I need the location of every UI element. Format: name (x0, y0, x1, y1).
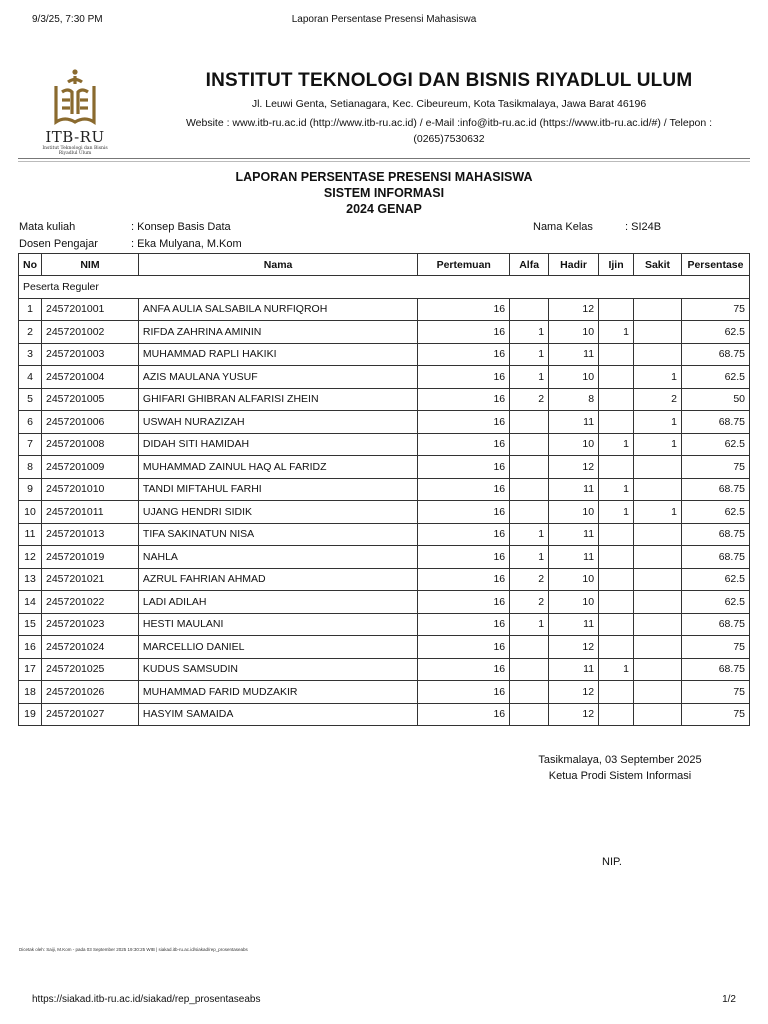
cell-sakit (634, 546, 682, 569)
lecturer-label: Dosen Pengajar (19, 238, 98, 250)
cell-sakit (634, 321, 682, 344)
cell-nim: 2457201006 (42, 411, 139, 434)
cell-nama: MUHAMMAD RAPLI HAKIKI (138, 343, 417, 366)
cell-ijin (599, 546, 634, 569)
cell-no: 8 (19, 456, 42, 479)
report-title-3: 2024 GENAP (346, 202, 422, 216)
cell-no: 12 (19, 546, 42, 569)
cell-nama: AZRUL FAHRIAN AHMAD (138, 568, 417, 591)
cell-hadir: 12 (549, 636, 599, 659)
cell-ijin: 1 (599, 501, 634, 524)
cell-no: 6 (19, 411, 42, 434)
cell-hadir: 8 (549, 388, 599, 411)
cell-alfa (510, 681, 549, 704)
cell-pertemuan: 16 (418, 703, 510, 726)
class-label: Nama Kelas (533, 221, 593, 233)
cell-nim: 2457201019 (42, 546, 139, 569)
cell-hadir: 11 (549, 343, 599, 366)
cell-persentase: 50 (681, 388, 749, 411)
cell-persentase: 68.75 (681, 613, 749, 636)
cell-ijin (599, 456, 634, 479)
cell-nama: UJANG HENDRI SIDIK (138, 501, 417, 524)
cell-nama: USWAH NURAZIZAH (138, 411, 417, 434)
cell-ijin: 1 (599, 478, 634, 501)
cell-hadir: 12 (549, 681, 599, 704)
print-datetime: 9/3/25, 7:30 PM (32, 14, 103, 25)
section-row (19, 276, 750, 299)
cell-no: 17 (19, 658, 42, 681)
contact-line-2: (0265)7530632 (413, 133, 485, 145)
cell-ijin (599, 366, 634, 389)
cell-no: 7 (19, 433, 42, 456)
report-title-1: LAPORAN PERSENTASE PRESENSI MAHASISWA (235, 170, 533, 184)
cell-no: 15 (19, 613, 42, 636)
section-label: Peserta Reguler (19, 276, 750, 299)
cell-ijin (599, 298, 634, 321)
cell-nama: TANDI MIFTAHUL FARHI (138, 478, 417, 501)
cell-no: 1 (19, 298, 42, 321)
institution-name: INSTITUT TEKNOLOGI DAN BISNIS RIYADLUL ULUM (205, 70, 693, 91)
cell-hadir: 10 (549, 321, 599, 344)
cell-no: 14 (19, 591, 42, 614)
cell-persentase: 62.5 (681, 366, 749, 389)
cell-persentase: 68.75 (681, 658, 749, 681)
cell-pertemuan: 16 (418, 613, 510, 636)
contact-line-1: Website : www.itb-ru.ac.id (http://www.itb-ru.ac.id) / e-Mail :info@itb-ru.ac.id (https://www.itb-ru.ac.id/#) / Telepon : (185, 117, 713, 129)
cell-ijin (599, 703, 634, 726)
cell-ijin (599, 568, 634, 591)
header-no: No (19, 254, 42, 276)
cell-alfa (510, 658, 549, 681)
cell-ijin (599, 411, 634, 434)
header-divider-thin (18, 161, 750, 162)
print-header (32, 14, 736, 28)
cell-alfa: 1 (510, 613, 549, 636)
cell-persentase: 75 (681, 681, 749, 704)
cell-nama: MUHAMMAD FARID MUDZAKIR (138, 681, 417, 704)
table-row (19, 433, 750, 456)
cell-no: 4 (19, 366, 42, 389)
table-row (19, 568, 750, 591)
cell-persentase: 62.5 (681, 433, 749, 456)
cell-sakit: 1 (634, 433, 682, 456)
cell-nim: 2457201026 (42, 681, 139, 704)
table-row (19, 411, 750, 434)
table-header-row (19, 254, 750, 276)
cell-hadir: 11 (549, 546, 599, 569)
header-sakit: Sakit (634, 254, 682, 276)
cell-sakit: 1 (634, 411, 682, 434)
cell-no: 13 (19, 568, 42, 591)
signature-nip: NIP. (602, 856, 622, 868)
logo-text: ITB-RU (45, 128, 105, 146)
cell-alfa (510, 501, 549, 524)
cell-persentase: 62.5 (681, 568, 749, 591)
cell-ijin (599, 388, 634, 411)
cell-nim: 2457201002 (42, 321, 139, 344)
cell-sakit (634, 636, 682, 659)
cell-alfa: 1 (510, 546, 549, 569)
table-row (19, 523, 750, 546)
cell-pertemuan: 16 (418, 321, 510, 344)
cell-persentase: 62.5 (681, 591, 749, 614)
cell-nim: 2457201022 (42, 591, 139, 614)
header-ijin: Ijin (599, 254, 634, 276)
cell-pertemuan: 16 (418, 343, 510, 366)
cell-alfa (510, 298, 549, 321)
cell-no: 10 (19, 501, 42, 524)
cell-sakit (634, 523, 682, 546)
table-row (19, 388, 750, 411)
cell-nama: MARCELLIO DANIEL (138, 636, 417, 659)
cell-pertemuan: 16 (418, 366, 510, 389)
cell-ijin (599, 613, 634, 636)
cell-pertemuan: 16 (418, 546, 510, 569)
cell-hadir: 10 (549, 591, 599, 614)
cell-sakit (634, 478, 682, 501)
table-row (19, 321, 750, 344)
cell-nama: ANFA AULIA SALSABILA NURFIQROH (138, 298, 417, 321)
table-row (19, 501, 750, 524)
cell-nama: DIDAH SITI HAMIDAH (138, 433, 417, 456)
cell-pertemuan: 16 (418, 523, 510, 546)
cell-pertemuan: 16 (418, 658, 510, 681)
cell-persentase: 68.75 (681, 523, 749, 546)
cell-pertemuan: 16 (418, 501, 510, 524)
cell-persentase: 62.5 (681, 501, 749, 524)
signature-position: Ketua Prodi Sistem Informasi (548, 770, 692, 782)
cell-pertemuan: 16 (418, 568, 510, 591)
cell-sakit: 1 (634, 501, 682, 524)
signature-block (520, 752, 720, 784)
institution-contact (150, 115, 748, 147)
cell-nim: 2457201023 (42, 613, 139, 636)
institution-address: Jl. Leuwi Genta, Setianagara, Kec. Cibeureum, Kota Tasikmalaya, Jawa Barat 46196 (251, 98, 647, 110)
cell-hadir: 12 (549, 298, 599, 321)
cell-nim: 2457201027 (42, 703, 139, 726)
cell-hadir: 10 (549, 366, 599, 389)
cell-pertemuan: 16 (418, 636, 510, 659)
signature-place-date: Tasikmalaya, 03 September 2025 (538, 754, 702, 766)
cell-sakit (634, 658, 682, 681)
cell-pertemuan: 16 (418, 411, 510, 434)
cell-sakit (634, 591, 682, 614)
cell-ijin (599, 681, 634, 704)
header-alfa: Alfa (510, 254, 549, 276)
cell-pertemuan: 16 (418, 456, 510, 479)
cell-nama: GHIFARI GHIBRAN ALFARISI ZHEIN (138, 388, 417, 411)
cell-sakit (634, 343, 682, 366)
cell-hadir: 11 (549, 411, 599, 434)
class-value: : SI24B (625, 221, 662, 233)
institution-logo (38, 68, 112, 160)
cell-alfa: 2 (510, 568, 549, 591)
cell-sakit (634, 298, 682, 321)
table-row (19, 681, 750, 704)
cell-persentase: 68.75 (681, 411, 749, 434)
cell-hadir: 10 (549, 433, 599, 456)
print-title: Laporan Persentase Presensi Mahasiswa (291, 14, 477, 25)
institution-header (150, 70, 748, 147)
cell-alfa (510, 411, 549, 434)
logo-subtext-2: Riyadlul Ulum (58, 151, 92, 156)
cell-ijin: 1 (599, 321, 634, 344)
footer-page-number: 1/2 (722, 994, 736, 1005)
cell-sakit: 1 (634, 366, 682, 389)
cell-pertemuan: 16 (418, 681, 510, 704)
cell-alfa (510, 703, 549, 726)
cell-pertemuan: 16 (418, 433, 510, 456)
itb-ru-emblem-icon (50, 68, 100, 126)
cell-ijin: 1 (599, 658, 634, 681)
cell-alfa (510, 433, 549, 456)
table-row (19, 703, 750, 726)
table-row (19, 658, 750, 681)
cell-sakit (634, 568, 682, 591)
cell-sakit (634, 456, 682, 479)
cell-no: 9 (19, 478, 42, 501)
cell-nim: 2457201001 (42, 298, 139, 321)
cell-no: 18 (19, 681, 42, 704)
table-row (19, 546, 750, 569)
cell-alfa (510, 636, 549, 659)
cell-alfa: 1 (510, 523, 549, 546)
cell-nim: 2457201008 (42, 433, 139, 456)
cell-hadir: 11 (549, 658, 599, 681)
cell-persentase: 75 (681, 298, 749, 321)
cell-alfa: 1 (510, 366, 549, 389)
table-row (19, 343, 750, 366)
report-title-2: SISTEM INFORMASI (323, 186, 445, 200)
cell-nama: MUHAMMAD ZAINUL HAQ AL FARIDZ (138, 456, 417, 479)
cell-nim: 2457201010 (42, 478, 139, 501)
cell-no: 11 (19, 523, 42, 546)
cell-nim: 2457201004 (42, 366, 139, 389)
cell-sakit (634, 681, 682, 704)
cell-persentase: 75 (681, 636, 749, 659)
cell-alfa: 2 (510, 388, 549, 411)
cell-ijin (599, 343, 634, 366)
cell-sakit (634, 703, 682, 726)
cell-nim: 2457201024 (42, 636, 139, 659)
table-row (19, 478, 750, 501)
cell-hadir: 12 (549, 456, 599, 479)
logo-subtext-1: Institut Teknologi dan Bisnis (42, 146, 108, 151)
cell-hadir: 10 (549, 501, 599, 524)
cell-nama: AZIS MAULANA YUSUF (138, 366, 417, 389)
cell-nama: LADI ADILAH (138, 591, 417, 614)
cell-alfa: 2 (510, 591, 549, 614)
course-value: : Konsep Basis Data (131, 221, 231, 233)
cell-nim: 2457201003 (42, 343, 139, 366)
cell-sakit (634, 613, 682, 636)
cell-sakit: 2 (634, 388, 682, 411)
cell-pertemuan: 16 (418, 298, 510, 321)
cell-nim: 2457201009 (42, 456, 139, 479)
cell-alfa: 1 (510, 343, 549, 366)
cell-ijin (599, 636, 634, 659)
header-pertemuan: Pertemuan (418, 254, 510, 276)
attendance-table (18, 253, 750, 726)
cell-no: 19 (19, 703, 42, 726)
cell-hadir: 11 (549, 523, 599, 546)
cell-alfa (510, 478, 549, 501)
cell-persentase: 68.75 (681, 343, 749, 366)
footer-url[interactable]: https://siakad.itb-ru.ac.id/siakad/rep_prosentaseabs (32, 994, 261, 1005)
cell-no: 2 (19, 321, 42, 344)
table-row (19, 366, 750, 389)
cell-hadir: 12 (549, 703, 599, 726)
cell-no: 3 (19, 343, 42, 366)
cell-ijin (599, 591, 634, 614)
cell-nim: 2457201005 (42, 388, 139, 411)
cell-hadir: 11 (549, 613, 599, 636)
print-footnote: Dicetak oleh: Saiji, M.Kom - pada 03 September 2025 19:30:25 WIB | siakad.itb-ru.ac.id/siakad/rep_prosentaseabs (19, 947, 248, 952)
header-persentase: Persentase (681, 254, 749, 276)
cell-persentase: 68.75 (681, 478, 749, 501)
cell-hadir: 11 (549, 478, 599, 501)
cell-persentase: 68.75 (681, 546, 749, 569)
cell-no: 16 (19, 636, 42, 659)
table-row (19, 636, 750, 659)
cell-nim: 2457201013 (42, 523, 139, 546)
cell-persentase: 75 (681, 703, 749, 726)
cell-persentase: 62.5 (681, 321, 749, 344)
table-row (19, 456, 750, 479)
cell-nim: 2457201021 (42, 568, 139, 591)
cell-nama: RIFDA ZAHRINA AMININ (138, 321, 417, 344)
cell-pertemuan: 16 (418, 388, 510, 411)
cell-ijin: 1 (599, 433, 634, 456)
cell-nama: TIFA SAKINATUN NISA (138, 523, 417, 546)
cell-no: 5 (19, 388, 42, 411)
cell-pertemuan: 16 (418, 478, 510, 501)
cell-hadir: 10 (549, 568, 599, 591)
table-row (19, 613, 750, 636)
cell-nama: HESTI MAULANI (138, 613, 417, 636)
cell-nama: NAHLA (138, 546, 417, 569)
cell-ijin (599, 523, 634, 546)
table-row (19, 298, 750, 321)
lecturer-value: : Eka Mulyana, M.Kom (131, 238, 242, 250)
cell-alfa: 1 (510, 321, 549, 344)
table-row (19, 591, 750, 614)
cell-pertemuan: 16 (418, 591, 510, 614)
header-nim: NIM (42, 254, 139, 276)
header-hadir: Hadir (549, 254, 599, 276)
course-label: Mata kuliah (19, 221, 76, 233)
cell-nama: KUDUS SAMSUDIN (138, 658, 417, 681)
cell-nim: 2457201011 (42, 501, 139, 524)
cell-nama: HASYIM SAMAIDA (138, 703, 417, 726)
header-nama: Nama (138, 254, 417, 276)
report-title (0, 169, 768, 217)
cell-persentase: 75 (681, 456, 749, 479)
header-divider (18, 158, 750, 159)
cell-nim: 2457201025 (42, 658, 139, 681)
cell-alfa (510, 456, 549, 479)
